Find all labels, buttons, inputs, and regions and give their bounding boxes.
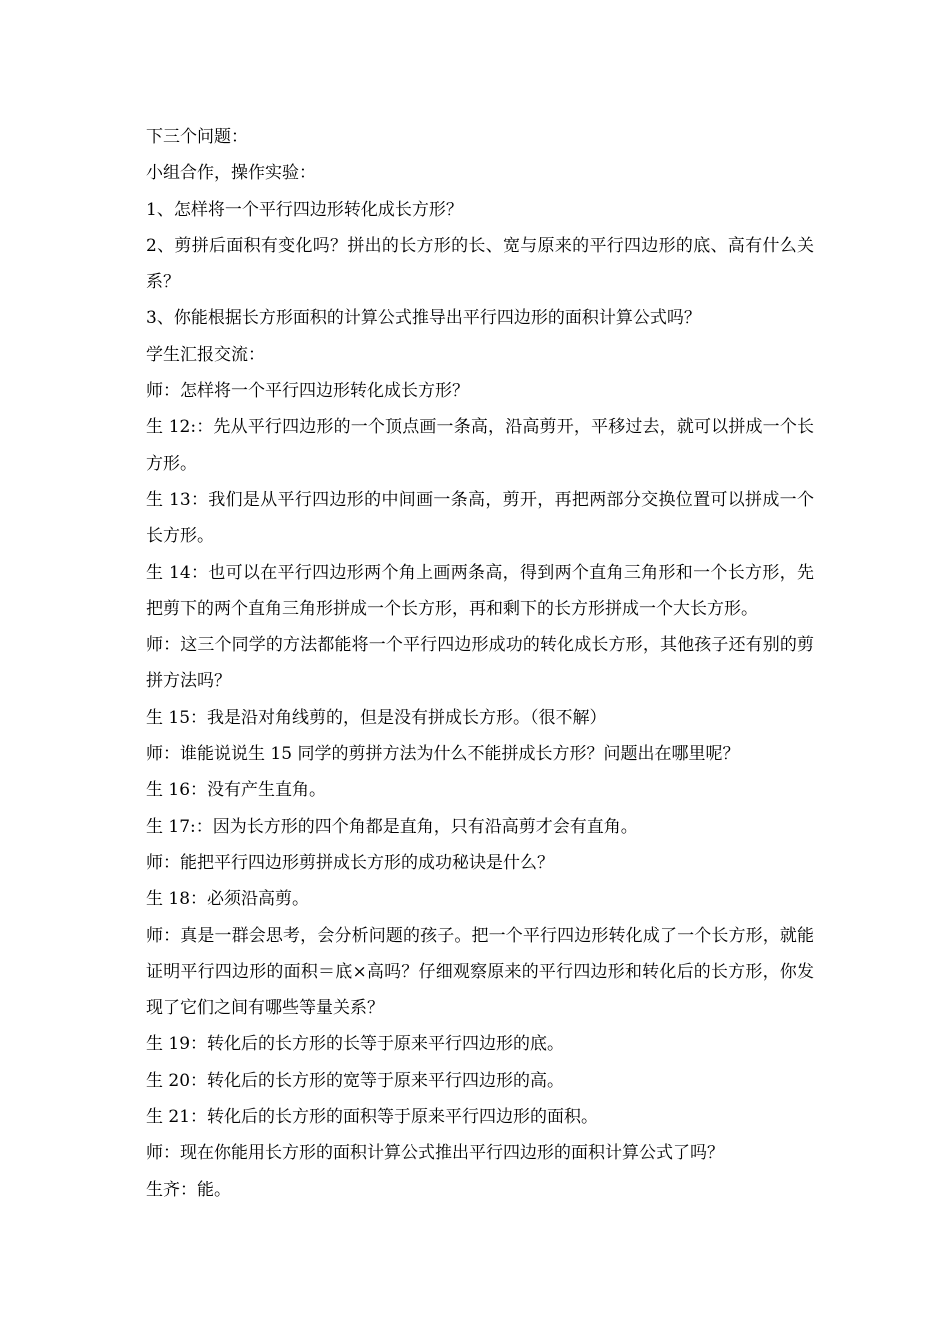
question-1: 1、怎样将一个平行四边形转化成长方形？ <box>146 199 463 220</box>
dialogue-line: 生齐：能。 <box>146 1179 231 1200</box>
question-3: 3、你能根据长方形面积的计算公式推导出平行四边形的面积计算公式吗？ <box>146 308 701 329</box>
dialogue-line: 生 12:：先从平行四边形的一个顶点画一条高，沿高剪开，平移过去，就可以拼成一个长方形。 <box>146 417 814 474</box>
paragraph-group-work: 小组合作，操作实验： <box>146 163 316 184</box>
question-2: 2、剪拼后面积有变化吗？拼出的长方形的长、宽与原来的平行四边形的底、高有什么关系？ <box>146 235 814 293</box>
dialogue-line: 生 13：我们是从平行四边形的中间画一条高，剪开，再把两部分交换位置可以拼成一个长方形。 <box>146 489 814 547</box>
dialogue-line: 师：怎样将一个平行四边形转化成长方形？ <box>146 381 469 402</box>
dialogue-line: 生 15：我是沿对角线剪的，但是没有拼成长方形。（很不解） <box>146 707 607 728</box>
dialogue-line: 生 20：转化后的长方形的宽等于原来平行四边形的高。 <box>146 1070 565 1091</box>
document-body <box>146 119 814 1208</box>
dialogue-line: 师：这三个同学的方法都能将一个平行四边形成功的转化成长方形，其他孩子还有别的剪拼方法吗？ <box>146 635 814 692</box>
dialogue-line: 生 19：转化后的长方形的长等于原来平行四边形的底。 <box>146 1034 565 1055</box>
dialogue-line: 生 17:：因为长方形的四个角都是直角，只有沿高剪才会有直角。 <box>146 816 638 837</box>
dialogue-line: 师：现在你能用长方形的面积计算公式推出平行四边形的面积计算公式了吗？ <box>146 1143 724 1164</box>
dialogue-line: 生 21：转化后的长方形的面积等于原来平行四边形的面积。 <box>146 1107 599 1128</box>
dialogue-line: 生 14：也可以在平行四边形两个角上画两条高，得到两个直角三角形和一个长方形，先把剪下的两个直角三角形拼成一个长方形，再和剩下的长方形拼成一个大长方形。 <box>146 562 814 619</box>
paragraph-report: 学生汇报交流： <box>146 344 265 365</box>
dialogue-line: 生 16：没有产生直角。 <box>146 780 327 801</box>
dialogue-line: 师：谁能说说生 15 同学的剪拼方法为什么不能拼成长方形？问题出在哪里呢？ <box>146 744 740 765</box>
paragraph-intro: 下三个问题： <box>146 127 248 147</box>
dialogue-line: 师：能把平行四边形剪拼成长方形的成功秘诀是什么？ <box>146 852 554 873</box>
dialogue-line: 生 18：必须沿高剪。 <box>146 889 310 910</box>
dialogue-line: 师：真是一群会思考，会分析问题的孩子。把一个平行四边形转化成了一个长方形，就能证明平行四边形的面积＝底×高吗？仔细观察原来的平行四边形和转化后的长方形，你发现了它们之间有哪些等量关系？ <box>146 925 814 1019</box>
